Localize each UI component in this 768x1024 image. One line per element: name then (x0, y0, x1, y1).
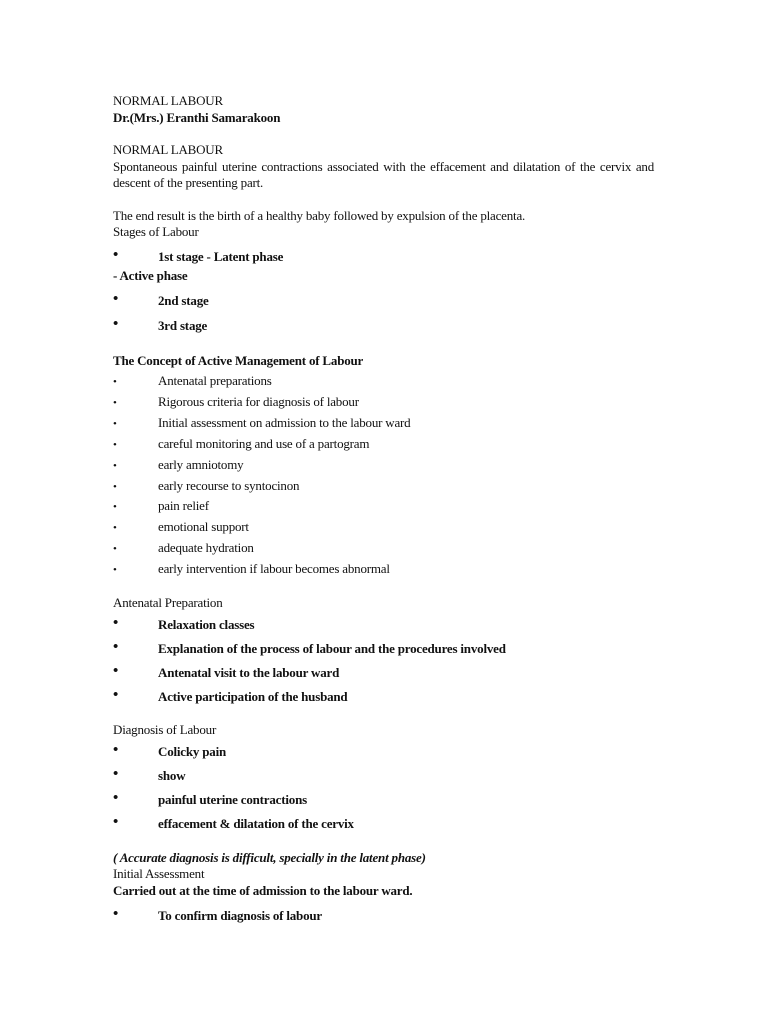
bullet-icon: • (113, 766, 119, 782)
list-item: painful uterine contractions (158, 792, 307, 807)
stage-second: 2nd stage (158, 293, 209, 308)
bullet-icon: • (113, 790, 119, 806)
section-heading-active-management: The Concept of Active Management of Labour (113, 353, 364, 368)
section-heading-initial-assessment: Initial Assessment (113, 866, 205, 881)
stage-first: 1st stage - Latent phase (158, 249, 284, 264)
bullet-icon: • (113, 397, 117, 409)
bullet-icon: • (113, 481, 117, 493)
bullet-icon: • (113, 522, 117, 534)
list-item: Antenatal visit to the labour ward (158, 665, 340, 680)
definition-paragraph: Spontaneous painful uterine contractions associated with the effacement and dilatation of the cervix and descent of the presenting part. (113, 159, 654, 190)
bullet-icon: • (113, 316, 119, 332)
list-item: Colicky pain (158, 744, 227, 759)
stage-active-phase: - Active phase (113, 268, 188, 283)
list-item: Antenatal preparations (158, 373, 272, 388)
section-heading-normal-labour: NORMAL LABOUR (113, 142, 223, 157)
list-item: adequate hydration (158, 540, 254, 555)
list-item: Explanation of the process of labour and the procedures involved (158, 641, 506, 656)
document-title: NORMAL LABOUR (113, 93, 223, 108)
list-item: show (158, 768, 186, 783)
bullet-icon: • (113, 418, 117, 430)
bullet-icon: • (113, 501, 117, 513)
bullet-icon: • (113, 906, 119, 922)
diagnosis-note: ( Accurate diagnosis is difficult, specially in the latent phase) (113, 850, 426, 865)
result-paragraph: The end result is the birth of a healthy baby followed by expulsion of the placenta. (113, 208, 526, 223)
bullet-icon: • (113, 814, 119, 830)
bullet-icon: • (113, 639, 119, 655)
bullet-icon: • (113, 247, 119, 263)
bullet-icon: • (113, 543, 117, 555)
list-item: early intervention if labour becomes abnormal (158, 561, 390, 576)
bullet-icon: • (113, 460, 117, 472)
list-item: To confirm diagnosis of labour (158, 908, 322, 923)
stage-third: 3rd stage (158, 318, 208, 333)
section-heading-diagnosis: Diagnosis of Labour (113, 722, 217, 737)
list-item: emotional support (158, 519, 249, 534)
bullet-icon: • (113, 663, 119, 679)
bullet-icon: • (113, 376, 117, 388)
list-item: pain relief (158, 498, 209, 513)
bullet-icon: • (113, 564, 117, 576)
list-item: careful monitoring and use of a partogram (158, 436, 370, 451)
bullet-icon: • (113, 291, 119, 307)
author-name: Dr.(Mrs.) Eranthi Samarakoon (113, 110, 281, 125)
initial-assessment-subheading: Carried out at the time of admission to the labour ward. (113, 883, 413, 898)
list-item: Initial assessment on admission to the labour ward (158, 415, 411, 430)
section-heading-stages: Stages of Labour (113, 224, 199, 239)
bullet-icon: • (113, 439, 117, 451)
bullet-icon: • (113, 615, 119, 631)
section-heading-antenatal-preparation: Antenatal Preparation (113, 595, 223, 610)
bullet-icon: • (113, 742, 119, 758)
bullet-icon: • (113, 687, 119, 703)
list-item: Relaxation classes (158, 617, 255, 632)
list-item: early amniotomy (158, 457, 244, 472)
list-item: early recourse to syntocinon (158, 478, 300, 493)
list-item: Active participation of the husband (158, 689, 348, 704)
list-item: effacement & dilatation of the cervix (158, 816, 354, 831)
list-item: Rigorous criteria for diagnosis of labour (158, 394, 359, 409)
